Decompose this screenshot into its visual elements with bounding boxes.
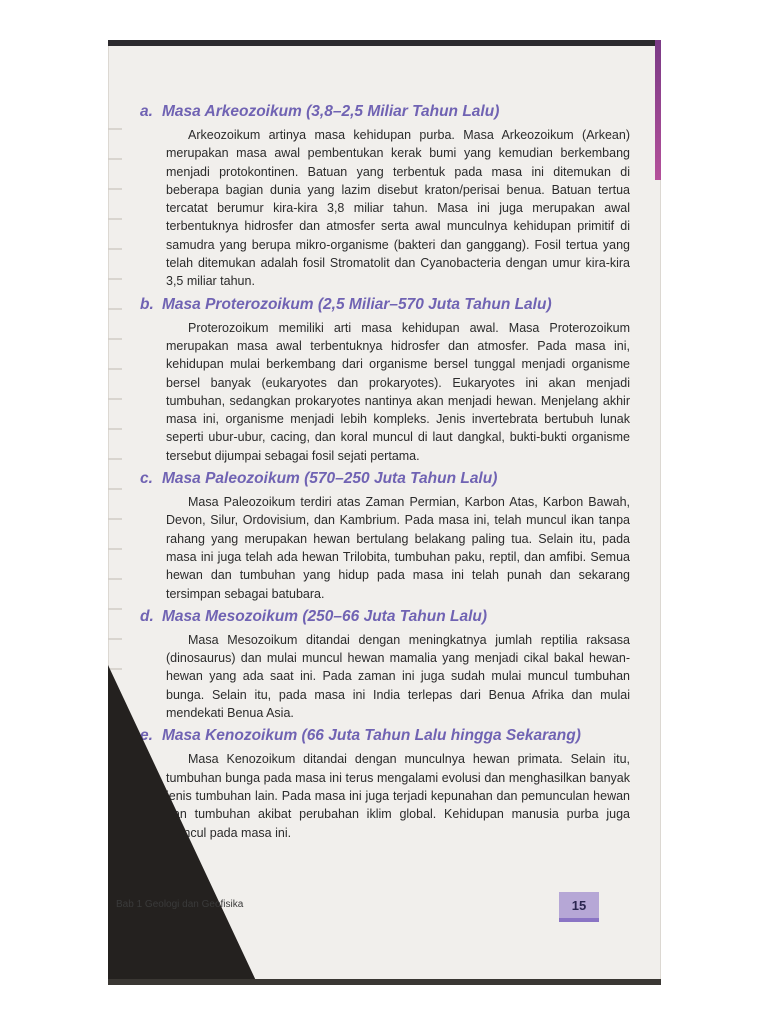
section-letter: d. — [140, 607, 154, 625]
section-proterozoikum — [140, 295, 630, 465]
section-heading — [140, 295, 630, 315]
section-letter: c. — [140, 470, 153, 488]
section-title: Masa Kenozoikum (66 Juta Tahun Lalu hingga Sekarang) — [162, 727, 581, 745]
section-title: Masa Paleozoikum (570–250 Juta Tahun Lalu) — [162, 470, 498, 488]
section-paleozoikum — [140, 469, 630, 603]
section-paragraph: Masa Kenozoikum ditandai dengan munculnya hewan primata. Selain itu, tumbuhan bunga pada masa ini terus mengalami evolusi dan menghasilkan banyak jenis tumbuhan lain. Pada masa ini juga terjadi kepunahan dan pemunculan hewan dan tumbuhan akibat perubahan iklim global. Kehidupan manusia purba juga muncul pada masa ini. — [166, 752, 630, 840]
section-letter: e. — [140, 727, 153, 745]
section-heading — [140, 607, 630, 627]
section-title: Masa Proterozoikum (2,5 Miliar–570 Juta Tahun Lalu) — [162, 295, 552, 313]
page-bottom-edge — [108, 979, 661, 985]
section-title: Masa Mesozoikum (250–66 Juta Tahun Lalu) — [162, 607, 488, 625]
page-right-edge — [655, 40, 661, 180]
section-letter: b. — [140, 295, 154, 313]
page-footer — [108, 892, 661, 922]
book-page — [108, 40, 661, 985]
section-heading — [140, 102, 630, 122]
section-letter: a. — [140, 103, 153, 120]
photo-shadow — [108, 665, 258, 985]
binding-marks — [108, 100, 122, 700]
chapter-label: Bab 1 Geologi dan Geofisika — [116, 899, 244, 910]
section-paragraph: Proterozoikum memiliki arti masa kehidupan awal. Masa Proterozoikum merupakan masa awal terbentuknya hidrosfer dan atmosfer. Pada masa ini, kehidupan mulai berkembang dari organisme bersel tunggal menjadi organisme bersel banyak (eukaryotes dan prokaryotes). Eukaryotes ini akan menjadi tumbuhan, sedangkan prokaryotes nantinya akan menjadi hewan. Menjelang akhir masa ini, organisme menjadi lebih kompleks. Jenis invertebrata bertubuh lunak seperti ubur-ubur, cacing, dan koral muncul di laut dangkal, bukti-bukti organisme tersebut dijumpai sebagai fosil sejati pertama. — [166, 320, 630, 463]
section-paragraph: Masa Paleozoikum terdiri atas Zaman Permian, Karbon Atas, Karbon Bawah, Devon, Silur, Ordovisium, dan Kambrium. Pada masa ini, telah muncul ikan tanpa rahang yang merupakan hewan bertulang belakang paling tua. Selain itu, pada masa ini juga telah ada hewan Trilobita, tumbuhan paku, reptil, dan amfibi. Semua hewan dan tumbuhan yang hidup pada masa ini telah punah dan sekarang tersimpan sebagai batubara. — [166, 495, 630, 601]
section-arkeozoikum — [140, 102, 630, 291]
page-number: 15 — [559, 892, 599, 922]
section-paragraph: Masa Mesozoikum ditandai dengan meningkatnya jumlah reptilia raksasa (dinosaurus) dan mulai muncul hewan mamalia yang menjadi cikal bakal hewan-hewan yang ada saat ini. Pada zaman ini juga sudah mulai muncul tumbuhan bunga. Selain itu, pada masa ini India terlepas dari Benua Afrika dan mulai mendekati Benua Asia. — [166, 632, 630, 721]
page-top-edge — [108, 40, 661, 46]
section-paragraph: Arkeozoikum artinya masa kehidupan purba. Masa Arkeozoikum (Arkean) merupakan masa awal pembentukan kerak bumi yang kemudian berkembang menjadi protokontinen. Batuan yang terbentuk pada masa ini ditemukan di beberapa bagian dunia yang lazim disebut kraton/perisai benua. Batuan tertua tercatat berumur kira-kira 3,8 miliar tahun. Masa ini juga merupakan awal terbentuknya hidrosfer dan atmosfer serta awal munculnya kehidupan primitif di samudra yang berupa mikro-organisme (bakteri dan ganggang). Fosil tertua yang telah ditemukan adalah fosil Stromatolit dan Cyanobacteria dengan umur kira-kira 3,5 miliar tahun. — [166, 128, 630, 289]
section-heading — [140, 469, 630, 489]
section-title: Masa Arkeozoikum (3,8–2,5 Miliar Tahun Lalu) — [162, 103, 500, 120]
